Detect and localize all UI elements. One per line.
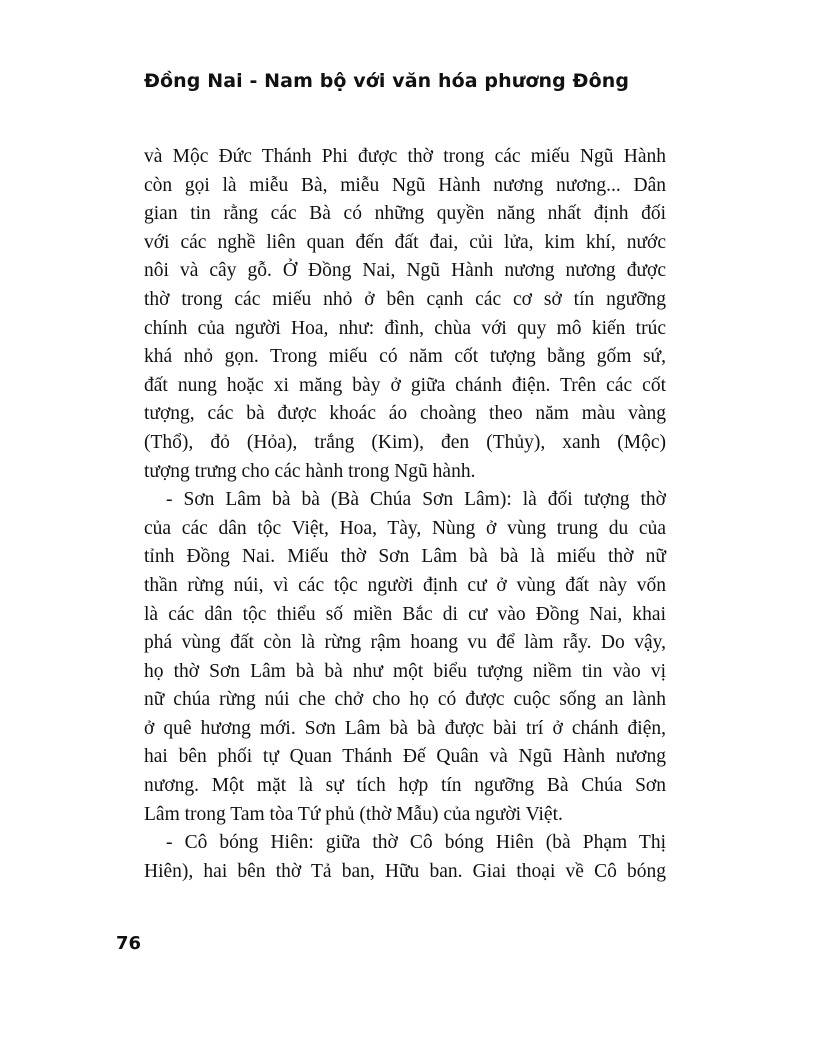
text-line: gian tin rằng các Bà có những quyền năng nhất định đối [144,203,666,225]
text-line: khá nhỏ gọn. Trong miếu có năm cốt tượng bằng gốm sứ, [144,346,666,368]
text-line: đất nung hoặc xi măng bày ở giữa chánh điện. Trên các cốt [144,374,666,396]
text-line: - Cô bóng Hiên: giữa thờ Cô bóng Hiên (bà Phạm Thị [166,832,666,854]
text-line: ở quê hương mới. Sơn Lâm bà bà được bài trí ở chánh điện, [144,717,666,739]
text-line: Hiên), hai bên thờ Tả ban, Hữu ban. Giai thoại về Cô bóng [144,860,666,882]
text-line: họ thờ Sơn Lâm bà bà như một biểu tượng niềm tin vào vị [144,660,666,682]
text-line: tượng trưng cho các hành trong Ngũ hành. [144,460,476,482]
text-line: còn gọi là miễu Bà, miễu Ngũ Hành nương nương... Dân [144,174,666,196]
text-line: tượng, các bà được khoác áo choàng theo năm màu vàng [144,403,666,425]
running-header: Đồng Nai - Nam bộ với văn hóa phương Đông [144,70,630,92]
text-line: chính của người Hoa, như: đình, chùa với quy mô kiến trúc [144,317,666,339]
text-line: - Sơn Lâm bà bà (Bà Chúa Sơn Lâm): là đối tượng thờ [166,489,666,511]
text-line: nữ chúa rừng núi che chở cho họ có được cuộc sống an lành [144,689,666,711]
text-line: thần rừng núi, vì các tộc người định cư ở vùng đất này vốn [144,574,666,596]
text-line: nôi và cây gỗ. Ở Đồng Nai, Ngũ Hành nương nương được [144,260,666,282]
text-line: (Thổ), đỏ (Hỏa), trắng (Kim), đen (Thủy), xanh (Mộc) [144,431,666,453]
text-line: của các dân tộc Việt, Hoa, Tày, Nùng ở vùng trung du của [144,517,666,539]
text-line: nương. Một mặt là sự tích hợp tín ngưỡng Bà Chúa Sơn [144,775,666,797]
text-line: và Mộc Đức Thánh Phi được thờ trong các miếu Ngũ Hành [144,146,666,167]
text-line: Lâm trong Tam tòa Tứ phủ (thờ Mẫu) của người Việt. [144,803,563,825]
text-line: là các dân tộc thiểu số miền Bắc di cư vào Đồng Nai, khai [144,603,666,625]
text-line: phá vùng đất còn là rừng rậm hoang vu để làm rẫy. Do vậy, [144,632,666,654]
text-line: thờ trong các miếu nhỏ ở bên cạnh các cơ sở tín ngưỡng [144,288,666,310]
text-line: hai bên phối tự Quan Thánh Đế Quân và Ngũ Hành nương [144,746,666,768]
text-line: với các nghề liên quan đến đất đai, củi lửa, kim khí, nước [144,231,666,253]
body-text [144,143,666,886]
page-number: 76 [116,933,142,954]
text-line: tỉnh Đồng Nai. Miếu thờ Sơn Lâm bà bà là miếu thờ nữ [144,546,666,568]
